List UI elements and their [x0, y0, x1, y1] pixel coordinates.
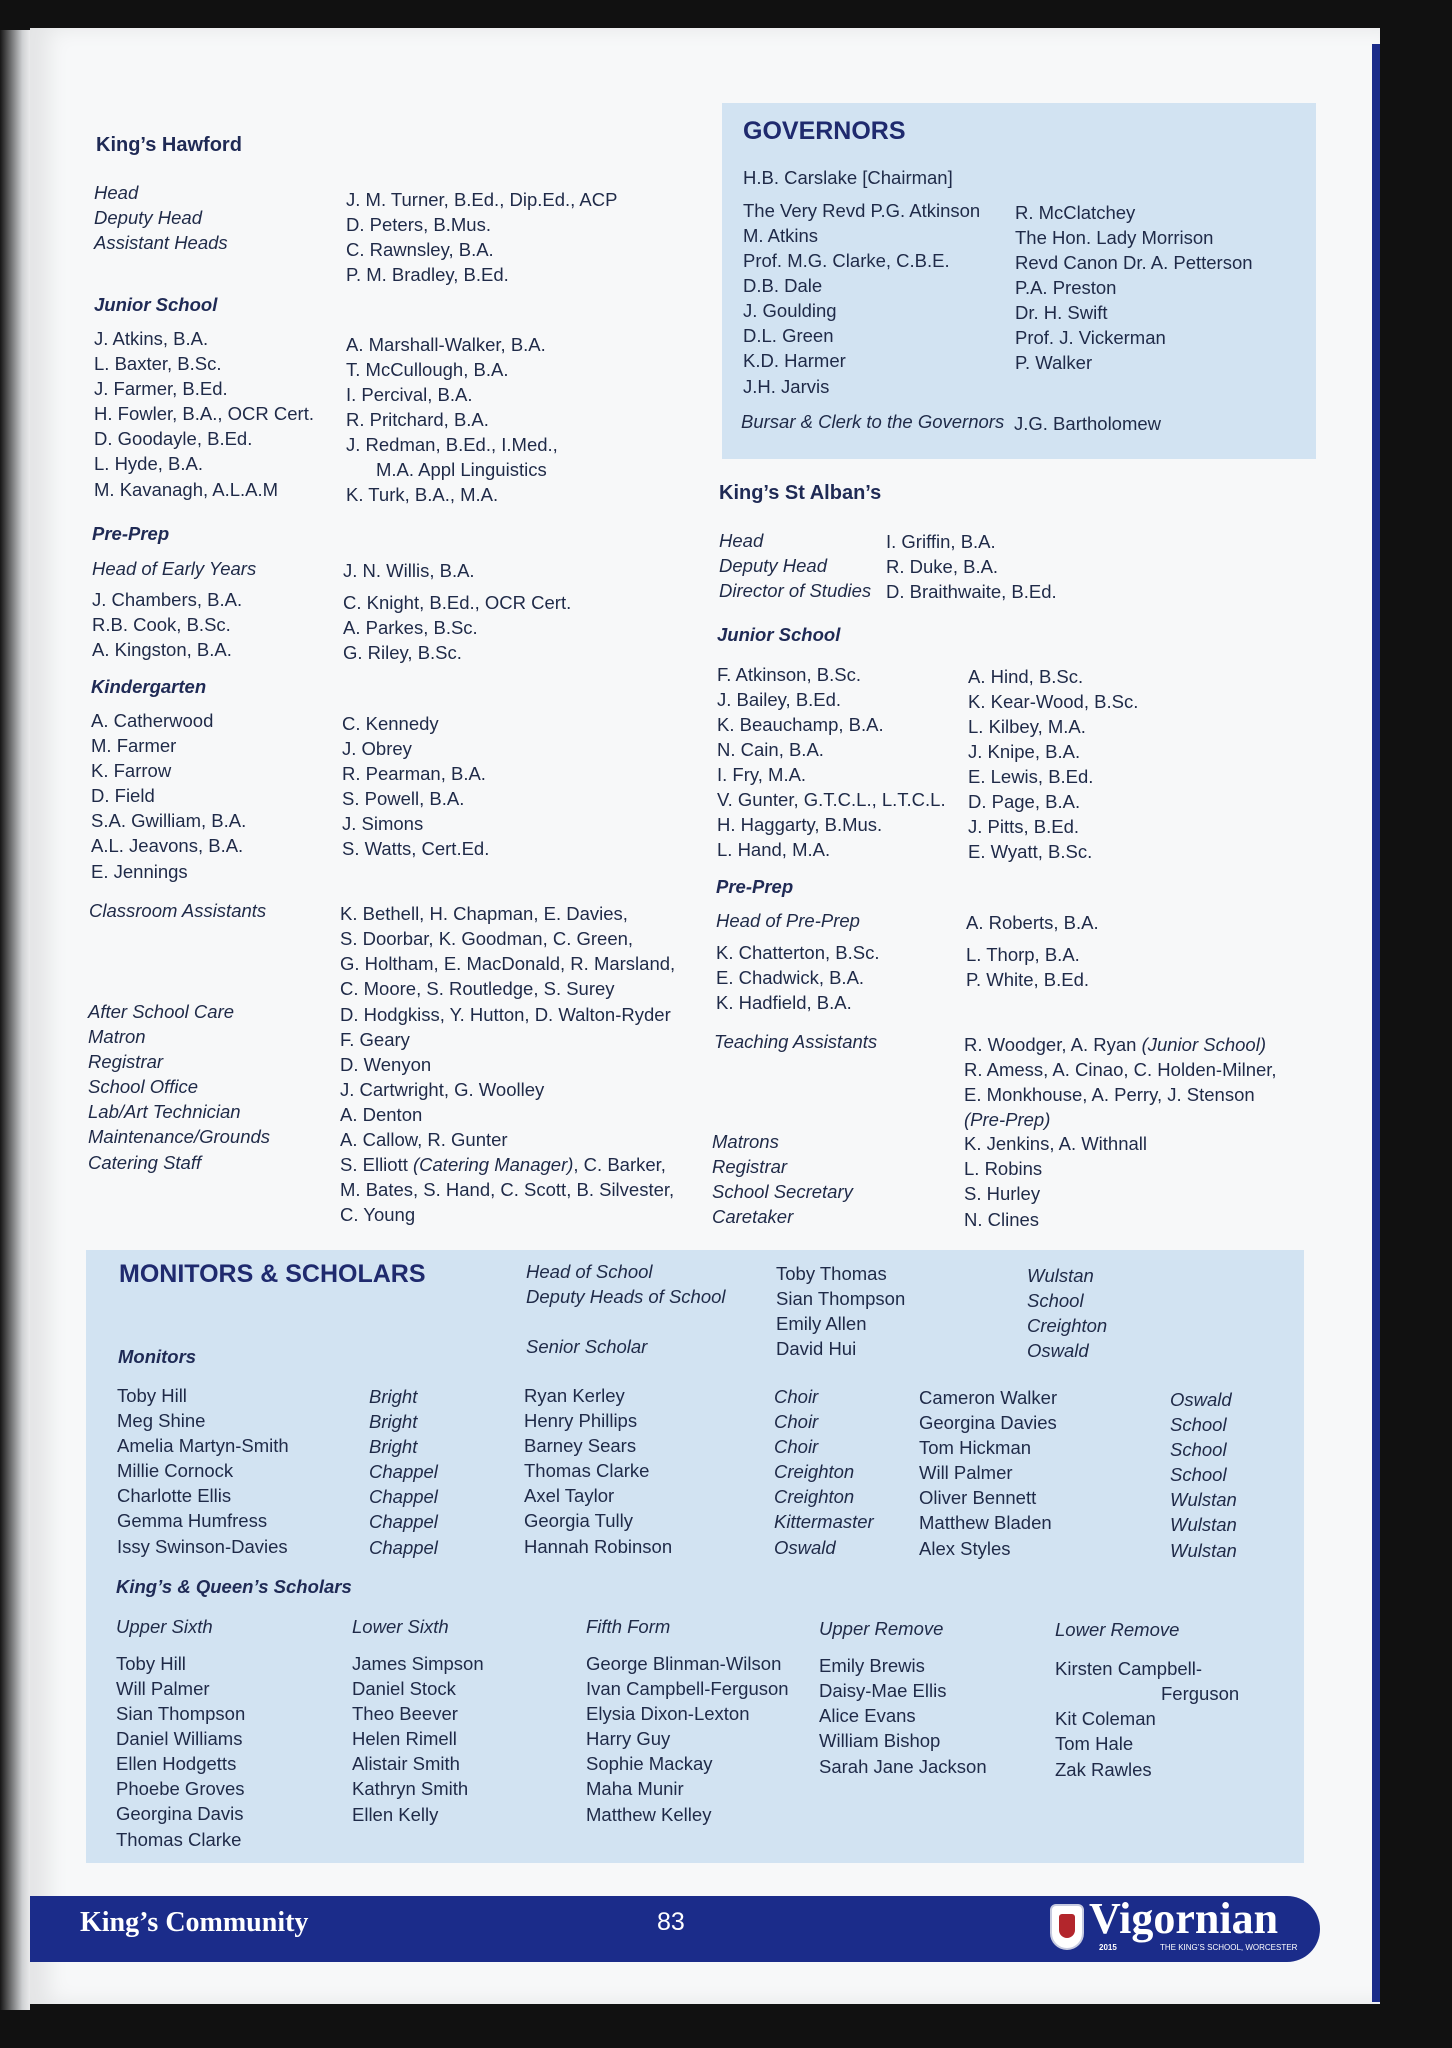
- monitors-line: Helen Rimell: [352, 1728, 457, 1749]
- monitors-line: Chappel: [369, 1486, 438, 1507]
- hawford-line: M.A. Appl Linguistics: [376, 459, 547, 480]
- monitors-line: Deputy Heads of School: [526, 1286, 726, 1307]
- hawford-line: J. Atkins, B.A.: [94, 328, 209, 349]
- monitors-line: Amelia Martyn-Smith: [117, 1435, 289, 1456]
- monitors-line: Daniel Williams: [116, 1728, 243, 1749]
- hawford-line: Head: [94, 182, 139, 203]
- footer-section-title: King’s Community: [80, 1907, 309, 1938]
- hawford-junior-heading: Junior School: [94, 294, 218, 315]
- governors-line: J. Goulding: [743, 300, 837, 321]
- hawford-line: Lab/Art Technician: [88, 1101, 241, 1122]
- stalbans-line: Deputy Head: [719, 555, 827, 576]
- governors-line: P.A. Preston: [1015, 277, 1117, 298]
- governors-line: R. McClatchey: [1015, 202, 1136, 223]
- monitors-line: Ellen Hodgetts: [116, 1753, 237, 1774]
- stalbans-line: Caretaker: [712, 1206, 794, 1227]
- stalbans-line: A. Roberts, B.A.: [966, 912, 1099, 933]
- monitors-line: Bright: [369, 1436, 418, 1457]
- governors-line: J.H. Jarvis: [743, 376, 830, 397]
- monitors-line: Matthew Kelley: [586, 1804, 712, 1825]
- monitors-line: Thomas Clarke: [524, 1460, 650, 1481]
- stalbans-line: P. White, B.Ed.: [966, 969, 1090, 990]
- monitors-line: Choir: [774, 1411, 819, 1432]
- governors-line: D.L. Green: [743, 325, 834, 346]
- monitors-line: Axel Taylor: [524, 1485, 615, 1506]
- monitors-line: School: [1170, 1414, 1227, 1435]
- hawford-line: D. Field: [91, 785, 155, 806]
- monitors-line: Toby Hill: [116, 1653, 186, 1674]
- hawford-line: A. Kingston, B.A.: [92, 639, 232, 660]
- monitors-line: Georgina Davies: [919, 1412, 1057, 1433]
- monitors-line: James Simpson: [352, 1653, 484, 1674]
- monitors-line: David Hui: [776, 1338, 857, 1359]
- hawford-line: After School Care: [88, 1001, 235, 1022]
- stalbans-line: N. Clines: [964, 1209, 1040, 1230]
- stalbans-line: K. Beauchamp, B.A.: [717, 714, 884, 735]
- hawford-line: M. Farmer: [91, 735, 177, 756]
- monitors-line: Henry Phillips: [524, 1410, 638, 1431]
- hawford-line: Head of Early Years: [92, 558, 257, 579]
- stalbans-line: L. Robins: [964, 1158, 1043, 1179]
- monitors-line: School: [1170, 1464, 1227, 1485]
- hawford-line: R. Pritchard, B.A.: [346, 409, 489, 430]
- stalbans-line: D. Page, B.A.: [968, 791, 1081, 812]
- governors-line: D.B. Dale: [743, 275, 823, 296]
- hawford-line: K. Farrow: [91, 760, 172, 781]
- stalbans-line: L. Hand, M.A.: [717, 839, 831, 860]
- governors-line: The Hon. Lady Morrison: [1015, 227, 1214, 248]
- page-number: 83: [657, 1908, 685, 1936]
- governors-line: The Very Revd P.G. Atkinson: [743, 200, 981, 221]
- hawford-line: D. Peters, B.Mus.: [346, 214, 491, 235]
- stalbans-line: (Pre-Prep): [964, 1109, 1051, 1130]
- ta-names: R. Woodger, A. Ryan: [964, 1034, 1142, 1055]
- hawford-line: S. Watts, Cert.Ed.: [342, 838, 490, 859]
- hawford-line: J. Chambers, B.A.: [92, 589, 243, 610]
- hawford-line: J. Simons: [342, 813, 424, 834]
- monitors-line: Chappel: [369, 1511, 438, 1532]
- stalbans-line: Head: [719, 530, 764, 551]
- hawford-line: D. Goodayle, B.Ed.: [94, 428, 253, 449]
- scholars-heading: King’s & Queen’s Scholars: [116, 1576, 352, 1597]
- stalbans-line: R. Duke, B.A.: [886, 556, 999, 577]
- monitors-line: Upper Sixth: [116, 1616, 213, 1637]
- monitors-line: Barney Sears: [524, 1435, 637, 1456]
- governors-line: P. Walker: [1015, 352, 1093, 373]
- monitors-line: Will Palmer: [116, 1678, 210, 1699]
- hawford-line: G. Riley, B.Sc.: [343, 642, 462, 663]
- stalbans-line: L. Thorp, B.A.: [966, 944, 1080, 965]
- monitors-line: Creighton: [1027, 1315, 1108, 1336]
- hawford-line: A.L. Jeavons, B.A.: [91, 835, 244, 856]
- monitors-line: Kittermaster: [774, 1511, 874, 1532]
- ta-section: (Junior School): [1141, 1034, 1266, 1055]
- hawford-title: King’s Hawford: [96, 134, 242, 156]
- hawford-line: J. Obrey: [342, 738, 412, 759]
- governors-line: K.D. Harmer: [743, 350, 846, 371]
- monitors-line: Sian Thompson: [776, 1288, 906, 1309]
- stalbans-line: D. Braithwaite, B.Ed.: [886, 581, 1057, 602]
- monitors-line: Georgina Davis: [116, 1803, 244, 1824]
- hawford-line: C. Kennedy: [342, 713, 439, 734]
- hawford-line: J. Farmer, B.Ed.: [94, 378, 228, 399]
- governors-line: M. Atkins: [743, 225, 819, 246]
- monitors-line: Matthew Bladen: [919, 1512, 1052, 1533]
- stalbans-line: N. Cain, B.A.: [717, 739, 824, 760]
- hawford-line: R. Pearman, B.A.: [342, 763, 486, 784]
- monitors-line: Fifth Form: [586, 1616, 671, 1637]
- monitors-line: Alice Evans: [819, 1705, 916, 1726]
- hawford-line: A. Parkes, B.Sc.: [343, 617, 478, 638]
- hawford-line: S. Doorbar, K. Goodman, C. Green,: [340, 928, 634, 949]
- hawford-line: F. Geary: [340, 1029, 410, 1050]
- hawford-line: C. Young: [340, 1204, 416, 1225]
- stalbans-line: R. Amess, A. Cinao, C. Holden-Milner,: [964, 1059, 1277, 1080]
- stalbans-line: K. Kear-Wood, B.Sc.: [968, 691, 1139, 712]
- hawford-line: Assistant Heads: [94, 232, 228, 253]
- stalbans-line: A. Hind, B.Sc.: [968, 666, 1084, 687]
- monitors-line: Oswald: [1027, 1340, 1089, 1361]
- hawford-line: D. Hodgkiss, Y. Hutton, D. Walton-Ryder: [340, 1004, 671, 1025]
- hawford-line: M. Kavanagh, A.L.A.M: [94, 479, 279, 500]
- stalbans-line: L. Kilbey, M.A.: [968, 716, 1086, 737]
- monitors-line: Thomas Clarke: [116, 1829, 242, 1850]
- stalbans-line: J. Pitts, B.Ed.: [968, 816, 1080, 837]
- monitors-line: Oswald: [774, 1537, 836, 1558]
- monitors-line: Wulstan: [1170, 1514, 1237, 1535]
- hawford-line: L. Baxter, B.Sc.: [94, 353, 222, 374]
- monitors-line: Daisy-Mae Ellis: [819, 1680, 947, 1701]
- monitors-line: Oliver Bennett: [919, 1487, 1037, 1508]
- stalbans-line: E. Chadwick, B.A.: [716, 967, 865, 988]
- hawford-line: J. M. Turner, B.Ed., Dip.Ed., ACP: [346, 189, 618, 210]
- monitors-title: MONITORS & SCHOLARS: [119, 1260, 426, 1288]
- hawford-line: P. M. Bradley, B.Ed.: [346, 264, 509, 285]
- monitors-line: Tom Hickman: [919, 1437, 1032, 1458]
- school-crest-icon: [1050, 1904, 1084, 1950]
- hawford-line: Deputy Head: [94, 207, 202, 228]
- catering-name: S. Elliott: [340, 1154, 413, 1175]
- stalbans-line: K. Hadfield, B.A.: [716, 992, 852, 1013]
- hawford-line: G. Holtham, E. MacDonald, R. Marsland,: [340, 953, 676, 974]
- stalbans-line: H. Haggarty, B.Mus.: [717, 814, 883, 835]
- monitors-line: Oswald: [1170, 1389, 1232, 1410]
- hawford-line: M. Bates, S. Hand, C. Scott, B. Silvester,: [340, 1179, 675, 1200]
- hawford-line: Matron: [88, 1026, 146, 1047]
- monitors-line: School: [1027, 1290, 1084, 1311]
- monitors-line: Toby Thomas: [776, 1263, 887, 1284]
- hawford-line: D. Wenyon: [340, 1054, 432, 1075]
- monitors-heading: Monitors: [118, 1346, 197, 1367]
- governors-line: H.B. Carslake [Chairman]: [743, 167, 953, 188]
- monitors-line: Head of School: [526, 1261, 653, 1282]
- monitors-line: Gemma Humfress: [117, 1510, 268, 1531]
- hawford-line: S. Powell, B.A.: [342, 788, 465, 809]
- hawford-line: A. Denton: [340, 1104, 423, 1125]
- brand-year: 2015: [1099, 1943, 1117, 1952]
- stalbans-line: School Secretary: [712, 1181, 853, 1202]
- governors-line: J.G. Bartholomew: [1014, 413, 1162, 434]
- monitors-line: Maha Munir: [586, 1778, 684, 1799]
- monitors-line: Emily Brewis: [819, 1655, 925, 1676]
- monitors-line: Chappel: [369, 1537, 438, 1558]
- monitors-line: Ryan Kerley: [524, 1385, 625, 1406]
- hawford-line: S.A. Gwilliam, B.A.: [91, 810, 247, 831]
- stalbans-line: Matrons: [712, 1131, 779, 1152]
- hawford-line: C. Moore, S. Routledge, S. Surey: [340, 978, 615, 999]
- catering-rest: , C. Barker,: [573, 1154, 666, 1175]
- stalbans-line: Teaching Assistants: [714, 1031, 878, 1052]
- stalbans-line: I. Fry, M.A.: [717, 764, 807, 785]
- hawford-line: Maintenance/Grounds: [88, 1126, 271, 1147]
- governors-line: Revd Canon Dr. A. Petterson: [1015, 252, 1253, 273]
- stalbans-line: K. Chatterton, B.Sc.: [716, 942, 880, 963]
- monitors-line: Lower Sixth: [352, 1616, 449, 1637]
- monitors-line: Alex Styles: [919, 1538, 1011, 1559]
- monitors-line: Will Palmer: [919, 1462, 1013, 1483]
- monitors-line: Choir: [774, 1386, 819, 1407]
- monitors-line: Harry Guy: [586, 1728, 671, 1749]
- monitors-line: Ferguson: [1161, 1683, 1240, 1704]
- monitors-line: Ellen Kelly: [352, 1804, 439, 1825]
- brand-tagline: THE KING’S SCHOOL, WORCESTER: [1160, 1943, 1298, 1952]
- hawford-line: J. Redman, B.Ed., I.Med.,: [346, 434, 558, 455]
- stalbans-line: S. Hurley: [964, 1183, 1041, 1204]
- hawford-line: T. McCullough, B.A.: [346, 359, 509, 380]
- governors-title: GOVERNORS: [743, 117, 906, 145]
- catering-staff-line: [340, 1152, 666, 1177]
- monitors-line: Senior Scholar: [526, 1336, 648, 1357]
- teaching-assistants-line: [964, 1032, 1266, 1057]
- monitors-line: Hannah Robinson: [524, 1536, 673, 1557]
- monitors-line: Kathryn Smith: [352, 1778, 469, 1799]
- hawford-line: Classroom Assistants: [89, 900, 267, 921]
- hawford-line: A. Catherwood: [91, 710, 214, 731]
- monitors-line: Phoebe Groves: [116, 1778, 245, 1799]
- monitors-line: Creighton: [774, 1486, 855, 1507]
- governors-line: Prof. M.G. Clarke, C.B.E.: [743, 250, 950, 271]
- monitors-line: Wulstan: [1027, 1265, 1094, 1286]
- monitors-line: Bright: [369, 1411, 418, 1432]
- governors-line: Prof. J. Vickerman: [1015, 327, 1166, 348]
- monitors-line: Lower Remove: [1055, 1619, 1180, 1640]
- monitors-line: Theo Beever: [352, 1703, 458, 1724]
- hawford-line: Registrar: [88, 1051, 164, 1072]
- hawford-line: H. Fowler, B.A., OCR Cert.: [94, 403, 314, 424]
- hawford-line: J. N. Willis, B.A.: [343, 560, 475, 581]
- stalbans-line: Head of Pre-Prep: [716, 910, 860, 931]
- governors-line: Dr. H. Swift: [1015, 302, 1108, 323]
- monitors-line: Daniel Stock: [352, 1678, 456, 1699]
- monitors-line: Ivan Campbell-Ferguson: [586, 1678, 789, 1699]
- monitors-line: Sophie Mackay: [586, 1753, 713, 1774]
- stalbans-line: Registrar: [712, 1156, 788, 1177]
- monitors-line: Tom Hale: [1055, 1733, 1134, 1754]
- hawford-line: E. Jennings: [91, 861, 188, 882]
- hawford-line: C. Knight, B.Ed., OCR Cert.: [343, 592, 572, 613]
- monitors-line: Alistair Smith: [352, 1753, 460, 1774]
- governors-line: Bursar & Clerk to the Governors: [741, 411, 1005, 432]
- page-edge-bar: [1372, 44, 1380, 2002]
- monitors-line: Wulstan: [1170, 1540, 1237, 1561]
- hawford-line: I. Percival, B.A.: [346, 384, 473, 405]
- monitors-line: Issy Swinson-Davies: [117, 1536, 288, 1557]
- hawford-line: K. Bethell, H. Chapman, E. Davies,: [340, 903, 628, 924]
- stalbans-line: J. Knipe, B.A.: [968, 741, 1081, 762]
- brand-logo-text: Vigornian: [1089, 1894, 1279, 1943]
- monitors-line: Choir: [774, 1436, 819, 1457]
- stalbans-preprep-heading: Pre-Prep: [716, 876, 794, 897]
- stalbans-line: J. Bailey, B.Ed.: [717, 689, 842, 710]
- stalbans-line: E. Wyatt, B.Sc.: [968, 841, 1093, 862]
- hawford-line: A. Marshall-Walker, B.A.: [346, 334, 546, 355]
- monitors-line: Charlotte Ellis: [117, 1485, 232, 1506]
- stalbans-line: E. Monkhouse, A. Perry, J. Stenson: [964, 1084, 1255, 1105]
- stalbans-line: E. Lewis, B.Ed.: [968, 766, 1094, 787]
- hawford-line: C. Rawnsley, B.A.: [346, 239, 494, 260]
- hawford-line: School Office: [88, 1076, 199, 1097]
- monitors-line: Millie Cornock: [117, 1460, 234, 1481]
- hawford-kindergarten-heading: Kindergarten: [91, 676, 207, 697]
- monitors-line: Chappel: [369, 1461, 438, 1482]
- hawford-line: R.B. Cook, B.Sc.: [92, 614, 231, 635]
- monitors-line: Sian Thompson: [116, 1703, 246, 1724]
- monitors-line: School: [1170, 1439, 1227, 1460]
- monitors-line: Cameron Walker: [919, 1387, 1058, 1408]
- catering-role: (Catering Manager): [413, 1154, 574, 1175]
- monitors-line: Creighton: [774, 1461, 855, 1482]
- monitors-line: Kirsten Campbell-: [1055, 1658, 1203, 1679]
- monitors-line: Kit Coleman: [1055, 1708, 1156, 1729]
- book-spine-shadow: [0, 30, 30, 2010]
- hawford-line: Catering Staff: [88, 1152, 202, 1173]
- hawford-line: K. Turk, B.A., M.A.: [346, 484, 499, 505]
- stalbans-title: King’s St Alban’s: [719, 482, 882, 504]
- stalbans-line: Director of Studies: [719, 580, 872, 601]
- hawford-preprep-heading: Pre-Prep: [92, 523, 170, 544]
- monitors-line: Zak Rawles: [1055, 1759, 1152, 1780]
- monitors-line: Georgia Tully: [524, 1510, 633, 1531]
- monitors-line: William Bishop: [819, 1730, 941, 1751]
- monitors-line: Toby Hill: [117, 1385, 187, 1406]
- monitors-line: Emily Allen: [776, 1313, 867, 1334]
- monitors-line: Bright: [369, 1386, 418, 1407]
- monitors-line: George Blinman-Wilson: [586, 1653, 782, 1674]
- stalbans-junior-heading: Junior School: [717, 624, 841, 645]
- monitors-line: Elysia Dixon-Lexton: [586, 1703, 750, 1724]
- stalbans-line: F. Atkinson, B.Sc.: [717, 664, 861, 685]
- monitors-line: Sarah Jane Jackson: [819, 1756, 987, 1777]
- monitors-line: Meg Shine: [117, 1410, 206, 1431]
- stalbans-line: I. Griffin, B.A.: [886, 531, 996, 552]
- monitors-line: Wulstan: [1170, 1489, 1237, 1510]
- monitors-line: Upper Remove: [819, 1618, 944, 1639]
- hawford-line: J. Cartwright, G. Woolley: [340, 1079, 545, 1100]
- stalbans-line: V. Gunter, G.T.C.L., L.T.C.L.: [717, 789, 946, 810]
- hawford-line: A. Callow, R. Gunter: [340, 1129, 508, 1150]
- hawford-line: L. Hyde, B.A.: [94, 453, 203, 474]
- stalbans-line: K. Jenkins, A. Withnall: [964, 1133, 1148, 1154]
